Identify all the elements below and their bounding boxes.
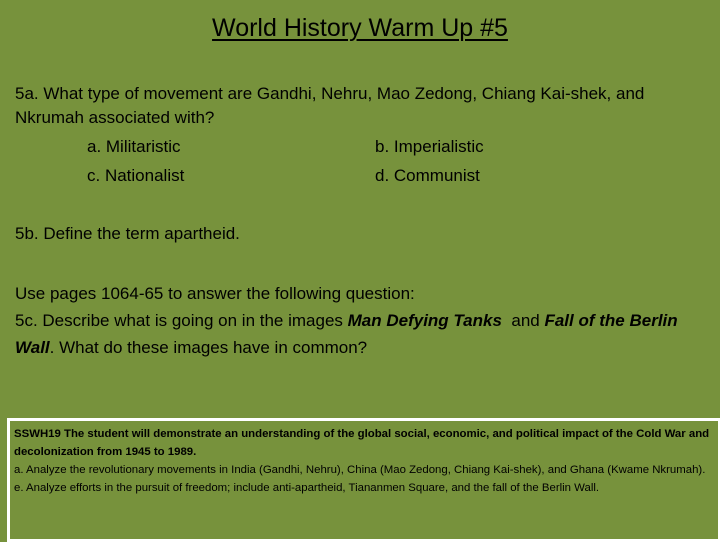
standards-box (7, 418, 720, 542)
image-title-fall-of-berlin-wall: Fall of the Berlin Wall (15, 311, 678, 357)
image-title-man-defying-tanks: Man Defying Tanks (347, 311, 502, 330)
question-5a: 5a. What type of movement are Gandhi, Nehru, Mao Zedong, Chiang Kai-shek, and Nkrumah associated with? (15, 84, 645, 127)
question-5c-intro: Use pages 1064-65 to answer the following question: (15, 284, 415, 303)
question-5c (15, 280, 710, 361)
question-5b: 5b. Define the term apartheid. (15, 224, 240, 243)
option-c: c. Nationalist (87, 166, 185, 185)
standard-element-e: e. Analyze efforts in the pursuit of freedom; include anti-apartheid, Tiananmen Square, and the fall of the Berlin Wall. (14, 482, 600, 494)
standard-code-line: SSWH19 The student will demonstrate an understanding of the global social, economic, and political impact of the Cold War and decolonization from 1945 to 1989. (14, 428, 710, 458)
option-a: a. Militaristic (87, 137, 181, 156)
question-5c-suffix: . What do these images have in common? (49, 338, 368, 357)
slide-title: World History Warm Up #5 (212, 14, 508, 42)
option-d: d. Communist (375, 166, 480, 185)
option-b: b. Imperialistic (375, 137, 484, 156)
question-5c-connector: and (501, 311, 545, 330)
question-5c-prefix: 5c. Describe what is going on in the images (15, 311, 348, 330)
standard-element-a: a. Analyze the revolutionary movements in India (Gandhi, Nehru), China (Mao Zedong, Chiang Kai-shek), and Ghana (Kwame Nkrumah). (14, 464, 706, 476)
